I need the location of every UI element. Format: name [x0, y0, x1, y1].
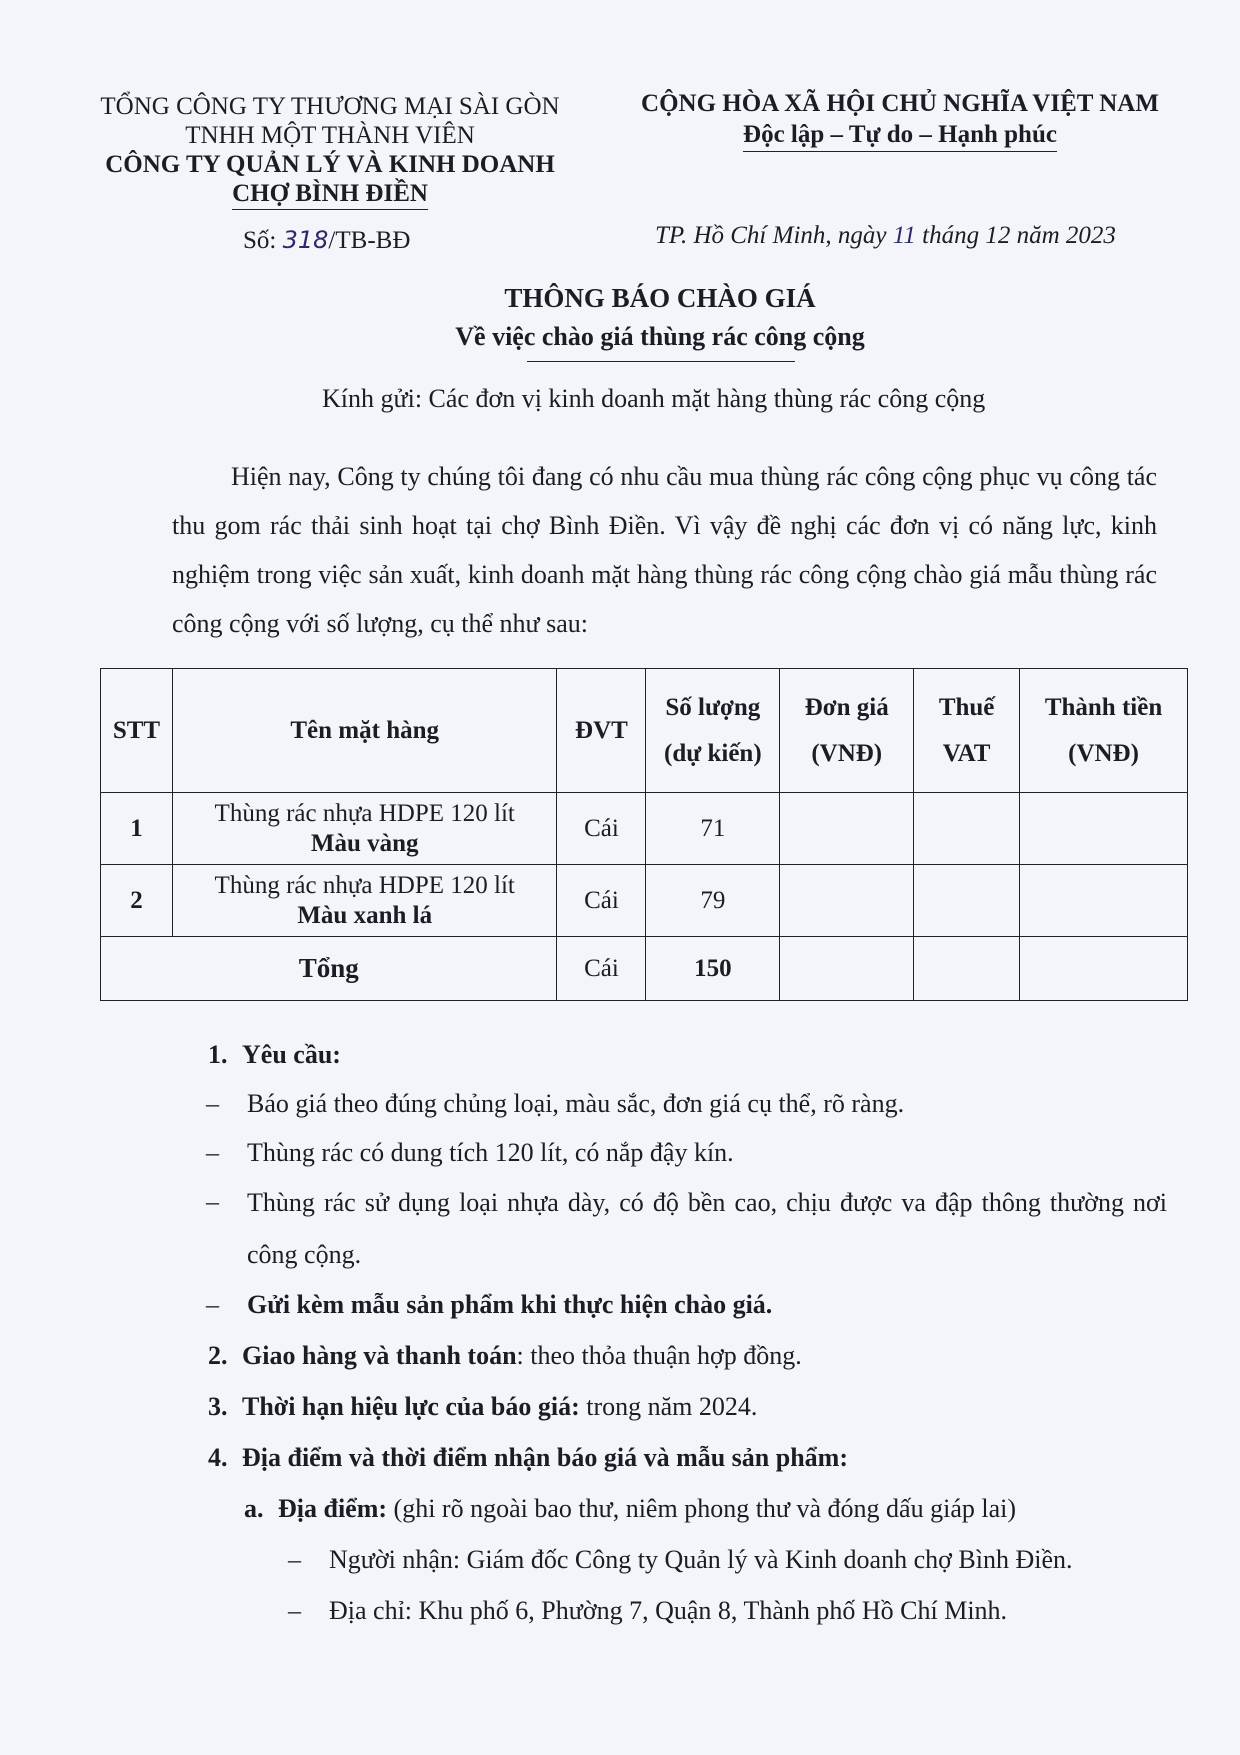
section-4-number: 4. — [208, 1443, 228, 1472]
section-4 — [208, 1433, 1168, 1483]
price-table — [100, 668, 1188, 1001]
recipient-line: Kính gửi: Các đơn vị kinh doanh mặt hàng thùng rác công cộng — [322, 384, 986, 413]
section-1-title: Yêu cầu: — [242, 1040, 341, 1069]
header-stt: STT — [101, 669, 173, 793]
section-2-number: 2. — [208, 1341, 228, 1370]
header-price — [780, 669, 914, 793]
total-amount[interactable] — [1020, 937, 1188, 1001]
section-4-title: Địa điểm và thời điểm nhận báo giá và mẫu sản phẩm: — [242, 1443, 848, 1472]
date-prefix: TP. Hồ Chí Minh, ngày — [655, 222, 893, 249]
section-4a-number: a. — [244, 1494, 264, 1523]
row-quantity: 71 — [646, 793, 780, 865]
row-price[interactable] — [780, 793, 914, 865]
row-product: Thùng rác nhựa HDPE 120 lít — [214, 799, 515, 827]
table-row — [101, 865, 1188, 937]
total-dvt: Cái — [557, 937, 646, 1001]
header-total-line1: Thành tiền — [1044, 693, 1163, 721]
row-total[interactable] — [1020, 793, 1188, 865]
header-vat-line2: VAT — [942, 739, 991, 767]
row-color: Màu vàng — [310, 829, 419, 857]
document-subtitle: Về việc chào giá thùng rác công cộng — [455, 322, 865, 351]
intro-text: Hiện nay, Công ty chúng tôi đang có nhu cầu mua thùng rác công cộng phục vụ công tác thu gom rác thải sinh hoạt tại chợ Bình Điền. Vì vậy đề nghị các đơn vị có năng lực, kinh nghiệm trong việc sản xuất, kinh doanh mặt hàng thùng rác công cộng chào giá mẫu thùng rác công cộng với số lượng, cụ thể như sau: — [172, 462, 1157, 638]
section-4a-title: Địa điểm: — [278, 1494, 388, 1523]
section-3-text: trong năm 2024. — [579, 1392, 758, 1421]
intro-paragraph — [172, 452, 1157, 648]
row-vat[interactable] — [914, 793, 1020, 865]
total-quantity: 150 — [646, 937, 780, 1001]
section-3-title: Thời hạn hiệu lực của báo giá: — [242, 1392, 580, 1421]
document-number-value: 318 — [282, 226, 329, 254]
header-total — [1020, 669, 1188, 793]
row-total[interactable] — [1020, 865, 1188, 937]
header-dvt: ĐVT — [557, 669, 646, 793]
row-stt: 1 — [101, 793, 173, 865]
requirement-text: Thùng rác sử dụng loại nhựa dày, có độ bền cao, chịu được va đập thông thường nơi công cộng. — [247, 1188, 1167, 1269]
section-1-heading — [208, 1030, 1168, 1080]
header-price-line2: (VNĐ) — [811, 739, 883, 767]
document-title: THÔNG BÁO CHÀO GIÁ — [504, 283, 816, 313]
total-label: Tổng — [101, 937, 557, 1001]
dash-bullet: – — [206, 1290, 219, 1319]
company-name-line1: CÔNG TY QUẢN LÝ VÀ KINH DOANH — [105, 151, 555, 178]
total-vat[interactable] — [914, 937, 1020, 1001]
row-name — [172, 793, 557, 865]
document-number — [243, 226, 410, 255]
section-2 — [208, 1331, 1168, 1381]
parent-company-line2: TNHH MỘT THÀNH VIÊN — [185, 122, 475, 149]
national-header — [620, 88, 1180, 152]
date-day: 11 — [892, 222, 916, 249]
header-quantity-line1: Số lượng — [665, 693, 761, 721]
total-price[interactable] — [780, 937, 914, 1001]
location-text: Địa chỉ: Khu phố 6, Phường 7, Quận 8, Thành phố Hồ Chí Minh. — [329, 1596, 1008, 1625]
dash-bullet: – — [288, 1545, 301, 1574]
row-stt: 2 — [101, 865, 173, 937]
section-4a-text: (ghi rõ ngoài bao thư, niêm phong thư và đóng dấu giáp lai) — [387, 1494, 1016, 1523]
date-suffix: tháng 12 năm 2023 — [915, 222, 1116, 249]
row-name — [172, 865, 557, 937]
section-3-number: 3. — [208, 1392, 228, 1421]
dash-bullet: – — [288, 1596, 301, 1625]
row-dvt: Cái — [557, 865, 646, 937]
document-number-prefix: Số: — [243, 227, 283, 254]
header-quantity — [646, 669, 780, 793]
section-4a — [244, 1484, 1204, 1534]
company-name-line2: CHỢ BÌNH ĐIỀN — [232, 179, 428, 210]
section-1-number: 1. — [208, 1040, 228, 1069]
section-2-title: Giao hàng và thanh toán — [242, 1341, 517, 1370]
header-price-line1: Đơn giá — [804, 693, 889, 721]
document-number-suffix: /TB-BĐ — [328, 227, 411, 254]
row-quantity: 79 — [646, 865, 780, 937]
requirement-text: Gửi kèm mẫu sản phẩm khi thực hiện chào giá. — [247, 1290, 773, 1319]
organization-header — [90, 92, 570, 210]
row-product: Thùng rác nhựa HDPE 120 lít — [214, 871, 515, 899]
requirement-text: Thùng rác có dung tích 120 lít, có nắp đậy kín. — [247, 1138, 734, 1167]
section-2-text: : theo thỏa thuận hợp đồng. — [516, 1341, 802, 1370]
republic-name: CỘNG HÒA XÃ HỘI CHỦ NGHĨA VIỆT NAM — [641, 90, 1159, 117]
row-price[interactable] — [780, 865, 914, 937]
national-motto: Độc lập – Tự do – Hạnh phúc — [743, 119, 1057, 152]
dash-bullet: – — [206, 1138, 219, 1167]
row-dvt: Cái — [557, 793, 646, 865]
row-color: Màu xanh lá — [297, 901, 433, 929]
table-header-row — [101, 669, 1188, 793]
header-vat-line1: Thuế — [938, 693, 995, 721]
header-name: Tên mặt hàng — [172, 669, 557, 793]
requirement-text: Báo giá theo đúng chủng loại, màu sắc, đơn giá cụ thể, rõ ràng. — [247, 1089, 905, 1118]
subtitle-underline — [527, 361, 795, 362]
dash-bullet: – — [206, 1187, 219, 1216]
table-total-row — [101, 937, 1188, 1001]
header-quantity-line2: (dự kiến) — [664, 739, 762, 767]
header-vat — [914, 669, 1020, 793]
parent-company-line1: TỔNG CÔNG TY THƯƠNG MẠI SÀI GÒN — [100, 93, 560, 120]
location-text: Người nhận: Giám đốc Công ty Quản lý và Kinh doanh chợ Bình Điền. — [329, 1545, 1073, 1574]
dash-bullet: – — [206, 1089, 219, 1118]
section-3 — [208, 1382, 1168, 1432]
table-row — [101, 793, 1188, 865]
document-date — [655, 222, 1116, 250]
row-vat[interactable] — [914, 865, 1020, 937]
header-total-line2: (VNĐ) — [1068, 739, 1139, 767]
